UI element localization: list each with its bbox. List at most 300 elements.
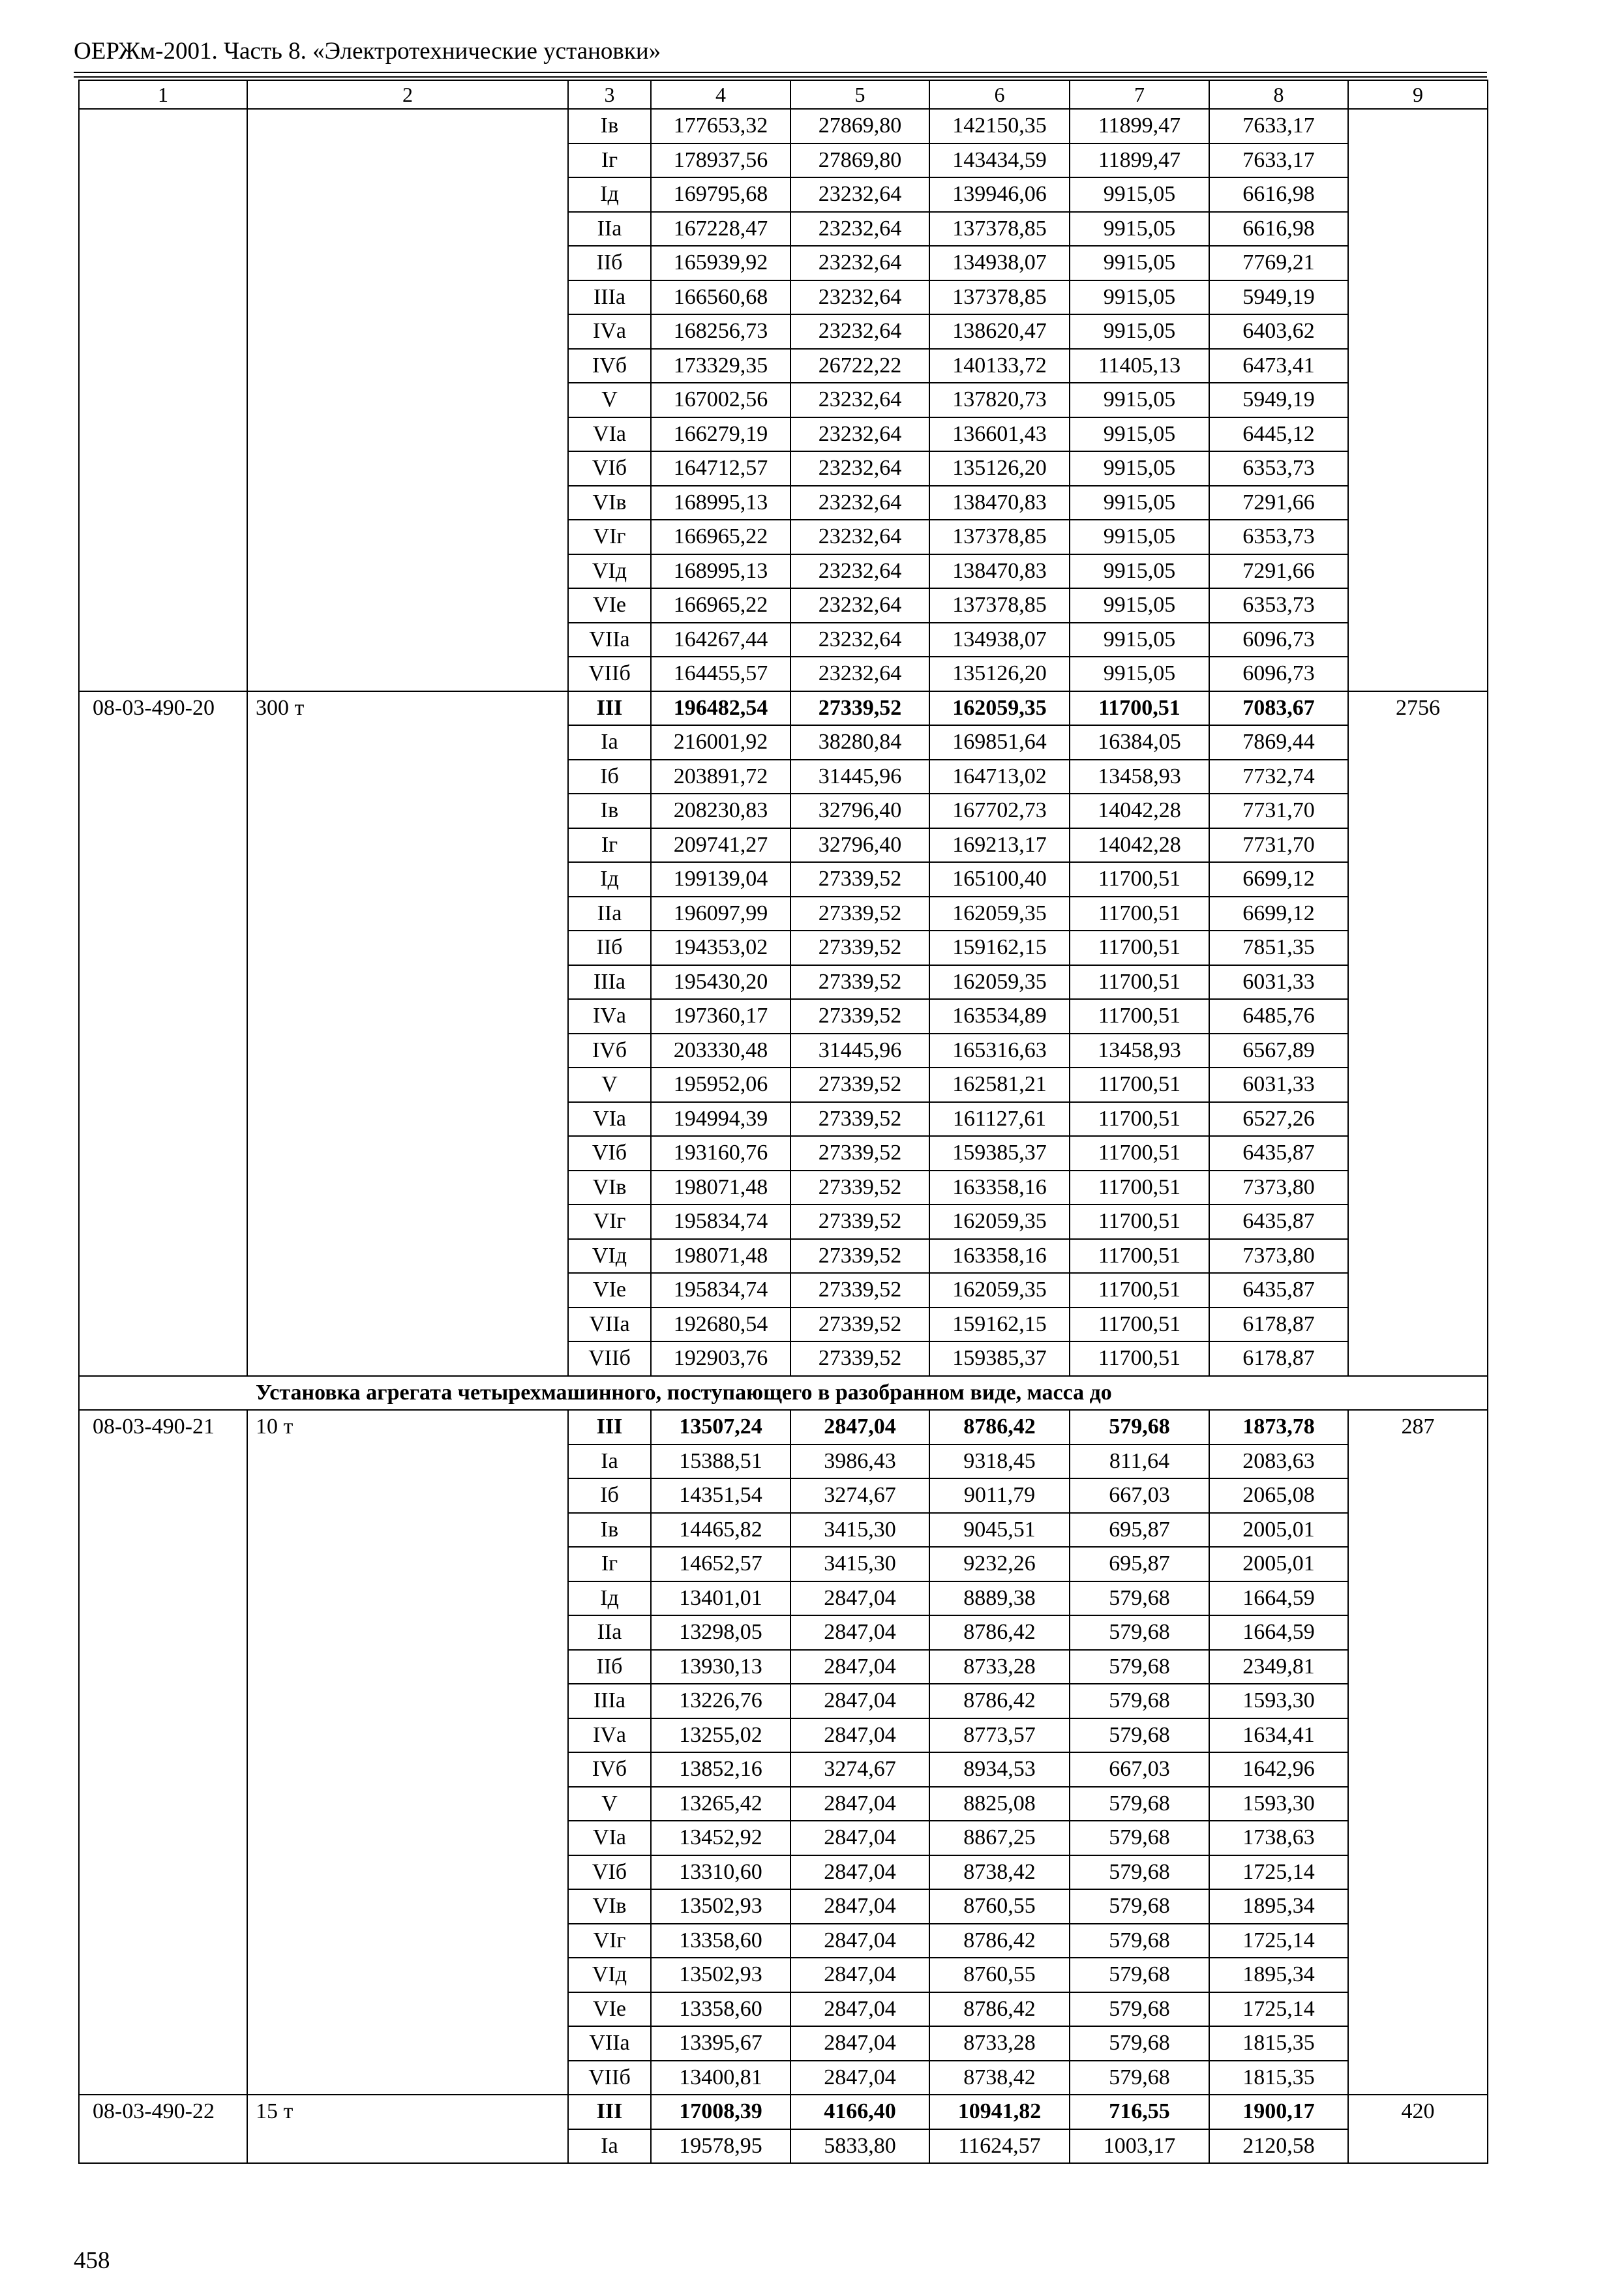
- mass-value: 10 т: [247, 1410, 568, 2095]
- material-cost: 2065,08: [1209, 1478, 1348, 1513]
- zone-code: IIIа: [568, 280, 651, 315]
- machinist-wage: 579,68: [1070, 1821, 1209, 1855]
- table-row-base: [79, 2095, 1488, 2129]
- material-cost: 1634,41: [1209, 1718, 1348, 1753]
- machine-cost: 163358,16: [929, 1171, 1070, 1205]
- zone-code: IIб: [568, 1650, 651, 1684]
- zone-code: VIIб: [568, 2061, 651, 2095]
- total-cost: 199139,04: [651, 862, 790, 897]
- machinist-wage: 9915,05: [1070, 451, 1209, 486]
- zone-code: Iг: [568, 828, 651, 863]
- machine-cost: 138470,83: [929, 554, 1070, 589]
- total-cost: 169795,68: [651, 177, 790, 212]
- zone-code: VIIб: [568, 1341, 651, 1376]
- machinist-wage: 11700,51: [1070, 999, 1209, 1034]
- zone-code: VIд: [568, 1958, 651, 1992]
- zone-code: Iд: [568, 1581, 651, 1616]
- material-cost: 6435,87: [1209, 1136, 1348, 1171]
- machinist-wage: 9915,05: [1070, 212, 1209, 247]
- machinist-wage: 716,55: [1070, 2095, 1209, 2129]
- wage-cost: 32796,40: [790, 828, 929, 863]
- total-cost: 192680,54: [651, 1308, 790, 1342]
- machinist-wage: 11700,51: [1070, 1273, 1209, 1308]
- material-cost: 7083,67: [1209, 691, 1348, 726]
- material-cost: 5949,19: [1209, 280, 1348, 315]
- machine-cost: 134938,07: [929, 246, 1070, 280]
- machinist-wage: 579,68: [1070, 1650, 1209, 1684]
- machine-cost: 169213,17: [929, 828, 1070, 863]
- total-cost: 195430,20: [651, 965, 790, 1000]
- total-cost: 198071,48: [651, 1239, 790, 1274]
- zone-code: VIд: [568, 554, 651, 589]
- rate-code: 08-03-490-22: [79, 2095, 247, 2163]
- machine-cost: 8738,42: [929, 1855, 1070, 1890]
- wage-cost: 3415,30: [790, 1513, 929, 1548]
- material-cost: 2349,81: [1209, 1650, 1348, 1684]
- material-cost: 6353,73: [1209, 520, 1348, 554]
- machine-cost: 163358,16: [929, 1239, 1070, 1274]
- wage-cost: 2847,04: [790, 1958, 929, 1992]
- total-cost: 194994,39: [651, 1102, 790, 1137]
- zone-code: IIа: [568, 212, 651, 247]
- zone-code: Iв: [568, 794, 651, 828]
- machinist-wage: 9915,05: [1070, 486, 1209, 520]
- material-cost: 1900,17: [1209, 2095, 1348, 2129]
- zone-code: VIе: [568, 1992, 651, 2027]
- machine-cost: 143434,59: [929, 143, 1070, 178]
- machine-cost: 135126,20: [929, 657, 1070, 691]
- machinist-wage: 14042,28: [1070, 828, 1209, 863]
- machine-cost: 8786,42: [929, 1684, 1070, 1718]
- total-cost: 216001,92: [651, 725, 790, 760]
- material-cost: 6178,87: [1209, 1341, 1348, 1376]
- machine-cost: 8786,42: [929, 1410, 1070, 1444]
- column-number: 8: [1209, 80, 1348, 109]
- zone-code: IIа: [568, 1615, 651, 1650]
- material-cost: 1664,59: [1209, 1581, 1348, 1616]
- machine-cost: 167702,73: [929, 794, 1070, 828]
- machinist-wage: 11700,51: [1070, 1204, 1209, 1239]
- rate-code: 08-03-490-21: [79, 1410, 247, 2095]
- total-cost: 203891,72: [651, 760, 790, 794]
- mass-value: 15 т: [247, 2095, 568, 2163]
- machine-cost: 162581,21: [929, 1068, 1070, 1102]
- material-cost: 6699,12: [1209, 862, 1348, 897]
- machinist-wage: 9915,05: [1070, 520, 1209, 554]
- material-cost: 6353,73: [1209, 588, 1348, 623]
- machinist-wage: 11700,51: [1070, 1171, 1209, 1205]
- total-cost: 196097,99: [651, 897, 790, 931]
- machinist-wage: 579,68: [1070, 1992, 1209, 2027]
- machine-cost: 8738,42: [929, 2061, 1070, 2095]
- machine-cost: 164713,02: [929, 760, 1070, 794]
- total-cost: 166965,22: [651, 520, 790, 554]
- labor-hours: [1348, 109, 1488, 691]
- wage-cost: 3274,67: [790, 1478, 929, 1513]
- zone-code: Iа: [568, 2129, 651, 2164]
- material-cost: 6178,87: [1209, 1308, 1348, 1342]
- total-cost: 13502,93: [651, 1958, 790, 1992]
- material-cost: 6435,87: [1209, 1204, 1348, 1239]
- total-cost: 164712,57: [651, 451, 790, 486]
- zone-code: Iд: [568, 862, 651, 897]
- wage-cost: 23232,64: [790, 486, 929, 520]
- column-number: 5: [790, 80, 929, 109]
- wage-cost: 5833,80: [790, 2129, 929, 2164]
- zone-code: VIг: [568, 520, 651, 554]
- rates-table: [78, 80, 1488, 2164]
- wage-cost: 23232,64: [790, 417, 929, 452]
- wage-cost: 27339,52: [790, 999, 929, 1034]
- machine-cost: 139946,06: [929, 177, 1070, 212]
- zone-code: IIб: [568, 246, 651, 280]
- column-number: 6: [929, 80, 1070, 109]
- zone-code: V: [568, 383, 651, 417]
- machinist-wage: 9915,05: [1070, 246, 1209, 280]
- machinist-wage: 9915,05: [1070, 314, 1209, 349]
- machine-cost: 162059,35: [929, 897, 1070, 931]
- machine-cost: 8786,42: [929, 1615, 1070, 1650]
- machine-cost: 162059,35: [929, 1273, 1070, 1308]
- machine-cost: 8733,28: [929, 2026, 1070, 2061]
- total-cost: 164455,57: [651, 657, 790, 691]
- machinist-wage: 13458,93: [1070, 1034, 1209, 1068]
- zone-code: V: [568, 1068, 651, 1102]
- material-cost: 1738,63: [1209, 1821, 1348, 1855]
- machine-cost: 8889,38: [929, 1581, 1070, 1616]
- total-cost: 13358,60: [651, 1924, 790, 1958]
- wage-cost: 4166,40: [790, 2095, 929, 2129]
- machinist-wage: 11700,51: [1070, 1068, 1209, 1102]
- material-cost: 5949,19: [1209, 383, 1348, 417]
- zone-code: Iб: [568, 760, 651, 794]
- wage-cost: 26722,22: [790, 349, 929, 383]
- machine-cost: 169851,64: [929, 725, 1070, 760]
- column-number: 7: [1070, 80, 1209, 109]
- material-cost: 1593,30: [1209, 1787, 1348, 1821]
- machinist-wage: 579,68: [1070, 2026, 1209, 2061]
- total-cost: 13265,42: [651, 1787, 790, 1821]
- machinist-wage: 11700,51: [1070, 1341, 1209, 1376]
- material-cost: 6473,41: [1209, 349, 1348, 383]
- zone-code: Iа: [568, 1444, 651, 1479]
- material-cost: 6485,76: [1209, 999, 1348, 1034]
- wage-cost: 23232,64: [790, 451, 929, 486]
- total-cost: 164267,44: [651, 623, 790, 657]
- section-heading: Установка агрегата четырехмашинного, поступающего в разобранном виде, масса до: [79, 1376, 1488, 1411]
- machine-cost: 10941,82: [929, 2095, 1070, 2129]
- machinist-wage: 11700,51: [1070, 897, 1209, 931]
- zone-code: VIIа: [568, 2026, 651, 2061]
- wage-cost: 23232,64: [790, 383, 929, 417]
- zone-code: III: [568, 2095, 651, 2129]
- zone-code: V: [568, 1787, 651, 1821]
- machine-cost: 162059,35: [929, 1204, 1070, 1239]
- material-cost: 6616,98: [1209, 177, 1348, 212]
- zone-code: VIб: [568, 451, 651, 486]
- zone-code: III: [568, 1410, 651, 1444]
- rate-code: 08-03-490-20: [79, 691, 247, 1376]
- material-cost: 7373,80: [1209, 1239, 1348, 1274]
- machinist-wage: 11899,47: [1070, 143, 1209, 178]
- wage-cost: 23232,64: [790, 623, 929, 657]
- wage-cost: 27339,52: [790, 1273, 929, 1308]
- zone-code: Iв: [568, 109, 651, 143]
- machinist-wage: 695,87: [1070, 1547, 1209, 1581]
- machine-cost: 8867,25: [929, 1821, 1070, 1855]
- machinist-wage: 11700,51: [1070, 1308, 1209, 1342]
- material-cost: 1664,59: [1209, 1615, 1348, 1650]
- zone-code: VIд: [568, 1239, 651, 1274]
- zone-code: IIа: [568, 897, 651, 931]
- machine-cost: 8825,08: [929, 1787, 1070, 1821]
- total-cost: 14351,54: [651, 1478, 790, 1513]
- wage-cost: 2847,04: [790, 2061, 929, 2095]
- machinist-wage: 11700,51: [1070, 931, 1209, 965]
- total-cost: 194353,02: [651, 931, 790, 965]
- total-cost: 193160,76: [651, 1136, 790, 1171]
- machinist-wage: 579,68: [1070, 2061, 1209, 2095]
- material-cost: 6031,33: [1209, 1068, 1348, 1102]
- table-body: [79, 80, 1488, 2163]
- total-cost: 13226,76: [651, 1684, 790, 1718]
- machine-cost: 137820,73: [929, 383, 1070, 417]
- machine-cost: 8773,57: [929, 1718, 1070, 1753]
- column-number: 1: [79, 80, 247, 109]
- machine-cost: 137378,85: [929, 280, 1070, 315]
- wage-cost: 27339,52: [790, 1204, 929, 1239]
- wage-cost: 23232,64: [790, 554, 929, 589]
- machinist-wage: 579,68: [1070, 1924, 1209, 1958]
- zone-code: Iб: [568, 1478, 651, 1513]
- total-cost: 13298,05: [651, 1615, 790, 1650]
- machine-cost: 8786,42: [929, 1992, 1070, 2027]
- machinist-wage: 579,68: [1070, 1855, 1209, 1890]
- wage-cost: 27339,52: [790, 1136, 929, 1171]
- machinist-wage: 1003,17: [1070, 2129, 1209, 2164]
- total-cost: 197360,17: [651, 999, 790, 1034]
- material-cost: 2083,63: [1209, 1444, 1348, 1479]
- total-cost: 13502,93: [651, 1889, 790, 1924]
- machine-cost: 8760,55: [929, 1889, 1070, 1924]
- labor-hours: 420: [1348, 2095, 1488, 2163]
- material-cost: 7731,70: [1209, 828, 1348, 863]
- wage-cost: 2847,04: [790, 1718, 929, 1753]
- machinist-wage: 9915,05: [1070, 417, 1209, 452]
- total-cost: 198071,48: [651, 1171, 790, 1205]
- zone-code: VIб: [568, 1855, 651, 1890]
- total-cost: 168995,13: [651, 554, 790, 589]
- material-cost: 6031,33: [1209, 965, 1348, 1000]
- machinist-wage: 14042,28: [1070, 794, 1209, 828]
- material-cost: 6096,73: [1209, 657, 1348, 691]
- wage-cost: 31445,96: [790, 760, 929, 794]
- machinist-wage: 11700,51: [1070, 691, 1209, 726]
- total-cost: 196482,54: [651, 691, 790, 726]
- total-cost: 13395,67: [651, 2026, 790, 2061]
- machinist-wage: 11700,51: [1070, 1136, 1209, 1171]
- total-cost: 13358,60: [651, 1992, 790, 2027]
- machinist-wage: 9915,05: [1070, 177, 1209, 212]
- column-number: 9: [1348, 80, 1488, 109]
- machine-cost: 159385,37: [929, 1136, 1070, 1171]
- zone-code: IVа: [568, 314, 651, 349]
- wage-cost: 3274,67: [790, 1752, 929, 1787]
- total-cost: 177653,32: [651, 109, 790, 143]
- machinist-wage: 579,68: [1070, 1787, 1209, 1821]
- wage-cost: 27339,52: [790, 931, 929, 965]
- material-cost: 7373,80: [1209, 1171, 1348, 1205]
- machine-cost: 137378,85: [929, 588, 1070, 623]
- material-cost: 2005,01: [1209, 1547, 1348, 1581]
- wage-cost: 32796,40: [790, 794, 929, 828]
- machine-cost: 140133,72: [929, 349, 1070, 383]
- machine-cost: 134938,07: [929, 623, 1070, 657]
- machine-cost: 138620,47: [929, 314, 1070, 349]
- material-cost: 1815,35: [1209, 2026, 1348, 2061]
- machinist-wage: 9915,05: [1070, 383, 1209, 417]
- wage-cost: 2847,04: [790, 1889, 929, 1924]
- machine-cost: 137378,85: [929, 520, 1070, 554]
- material-cost: 6096,73: [1209, 623, 1348, 657]
- material-cost: 6445,12: [1209, 417, 1348, 452]
- total-cost: 203330,48: [651, 1034, 790, 1068]
- machinist-wage: 579,68: [1070, 1958, 1209, 1992]
- total-cost: 14652,57: [651, 1547, 790, 1581]
- mass-value: [247, 109, 568, 691]
- machinist-wage: 9915,05: [1070, 588, 1209, 623]
- machinist-wage: 13458,93: [1070, 760, 1209, 794]
- total-cost: 13507,24: [651, 1410, 790, 1444]
- total-cost: 13255,02: [651, 1718, 790, 1753]
- zone-code: VIб: [568, 1136, 651, 1171]
- zone-code: IVб: [568, 1752, 651, 1787]
- machinist-wage: 579,68: [1070, 1684, 1209, 1718]
- total-cost: 13401,01: [651, 1581, 790, 1616]
- wage-cost: 3415,30: [790, 1547, 929, 1581]
- machine-cost: 11624,57: [929, 2129, 1070, 2164]
- wage-cost: 27339,52: [790, 1102, 929, 1137]
- machine-cost: 8733,28: [929, 1650, 1070, 1684]
- zone-code: VIIа: [568, 1308, 651, 1342]
- wage-cost: 27339,52: [790, 1239, 929, 1274]
- material-cost: 2120,58: [1209, 2129, 1348, 2164]
- zone-code: VIг: [568, 1924, 651, 1958]
- total-cost: 13310,60: [651, 1855, 790, 1890]
- machinist-wage: 579,68: [1070, 1718, 1209, 1753]
- zone-code: IIб: [568, 931, 651, 965]
- wage-cost: 2847,04: [790, 1821, 929, 1855]
- material-cost: 1895,34: [1209, 1889, 1348, 1924]
- machine-cost: 9045,51: [929, 1513, 1070, 1548]
- wage-cost: 2847,04: [790, 1410, 929, 1444]
- material-cost: 6435,87: [1209, 1273, 1348, 1308]
- total-cost: 166560,68: [651, 280, 790, 315]
- zone-code: IIIа: [568, 965, 651, 1000]
- material-cost: 1593,30: [1209, 1684, 1348, 1718]
- machine-cost: 159162,15: [929, 931, 1070, 965]
- machine-cost: 138470,83: [929, 486, 1070, 520]
- wage-cost: 2847,04: [790, 2026, 929, 2061]
- material-cost: 1873,78: [1209, 1410, 1348, 1444]
- zone-code: VIе: [568, 1273, 651, 1308]
- wage-cost: 23232,64: [790, 520, 929, 554]
- machinist-wage: 11405,13: [1070, 349, 1209, 383]
- machine-cost: 8786,42: [929, 1924, 1070, 1958]
- material-cost: 6567,89: [1209, 1034, 1348, 1068]
- column-number: 4: [651, 80, 790, 109]
- machine-cost: 9011,79: [929, 1478, 1070, 1513]
- wage-cost: 23232,64: [790, 657, 929, 691]
- wage-cost: 38280,84: [790, 725, 929, 760]
- wage-cost: 27339,52: [790, 1171, 929, 1205]
- total-cost: 15388,51: [651, 1444, 790, 1479]
- wage-cost: 27869,80: [790, 143, 929, 178]
- total-cost: 14465,82: [651, 1513, 790, 1548]
- material-cost: 6353,73: [1209, 451, 1348, 486]
- material-cost: 6699,12: [1209, 897, 1348, 931]
- zone-code: VIIб: [568, 657, 651, 691]
- wage-cost: 31445,96: [790, 1034, 929, 1068]
- machine-cost: 159162,15: [929, 1308, 1070, 1342]
- machine-cost: 135126,20: [929, 451, 1070, 486]
- machine-cost: 161127,61: [929, 1102, 1070, 1137]
- table-row-base: [79, 691, 1488, 726]
- zone-code: VIе: [568, 588, 651, 623]
- machinist-wage: 667,03: [1070, 1752, 1209, 1787]
- material-cost: 7633,17: [1209, 109, 1348, 143]
- machinist-wage: 11700,51: [1070, 862, 1209, 897]
- total-cost: 173329,35: [651, 349, 790, 383]
- machinist-wage: 667,03: [1070, 1478, 1209, 1513]
- wage-cost: 23232,64: [790, 588, 929, 623]
- material-cost: 7291,66: [1209, 554, 1348, 589]
- zone-code: VIа: [568, 417, 651, 452]
- material-cost: 1642,96: [1209, 1752, 1348, 1787]
- machine-cost: 9232,26: [929, 1547, 1070, 1581]
- total-cost: 13452,92: [651, 1821, 790, 1855]
- machinist-wage: 11700,51: [1070, 1239, 1209, 1274]
- material-cost: 7851,35: [1209, 931, 1348, 965]
- total-cost: 192903,76: [651, 1341, 790, 1376]
- machinist-wage: 579,68: [1070, 1615, 1209, 1650]
- wage-cost: 23232,64: [790, 177, 929, 212]
- machinist-wage: 579,68: [1070, 1581, 1209, 1616]
- total-cost: 195952,06: [651, 1068, 790, 1102]
- wage-cost: 27339,52: [790, 1308, 929, 1342]
- machine-cost: 8934,53: [929, 1752, 1070, 1787]
- wage-cost: 27339,52: [790, 691, 929, 726]
- zone-code: VIа: [568, 1102, 651, 1137]
- page-header: ОЕРЖм-2001. Часть 8. «Электротехнические установки»: [74, 38, 661, 65]
- table-row: [79, 109, 1488, 143]
- wage-cost: 2847,04: [790, 1615, 929, 1650]
- total-cost: 178937,56: [651, 143, 790, 178]
- rate-code: [79, 109, 247, 691]
- total-cost: 168995,13: [651, 486, 790, 520]
- zone-code: VIа: [568, 1821, 651, 1855]
- total-cost: 209741,27: [651, 828, 790, 863]
- machine-cost: 137378,85: [929, 212, 1070, 247]
- zone-code: VIг: [568, 1204, 651, 1239]
- column-number-row: [79, 80, 1488, 109]
- zone-code: Iа: [568, 725, 651, 760]
- wage-cost: 23232,64: [790, 212, 929, 247]
- header-rule: [74, 72, 1487, 78]
- zone-code: IVб: [568, 1034, 651, 1068]
- total-cost: 166279,19: [651, 417, 790, 452]
- wage-cost: 23232,64: [790, 314, 929, 349]
